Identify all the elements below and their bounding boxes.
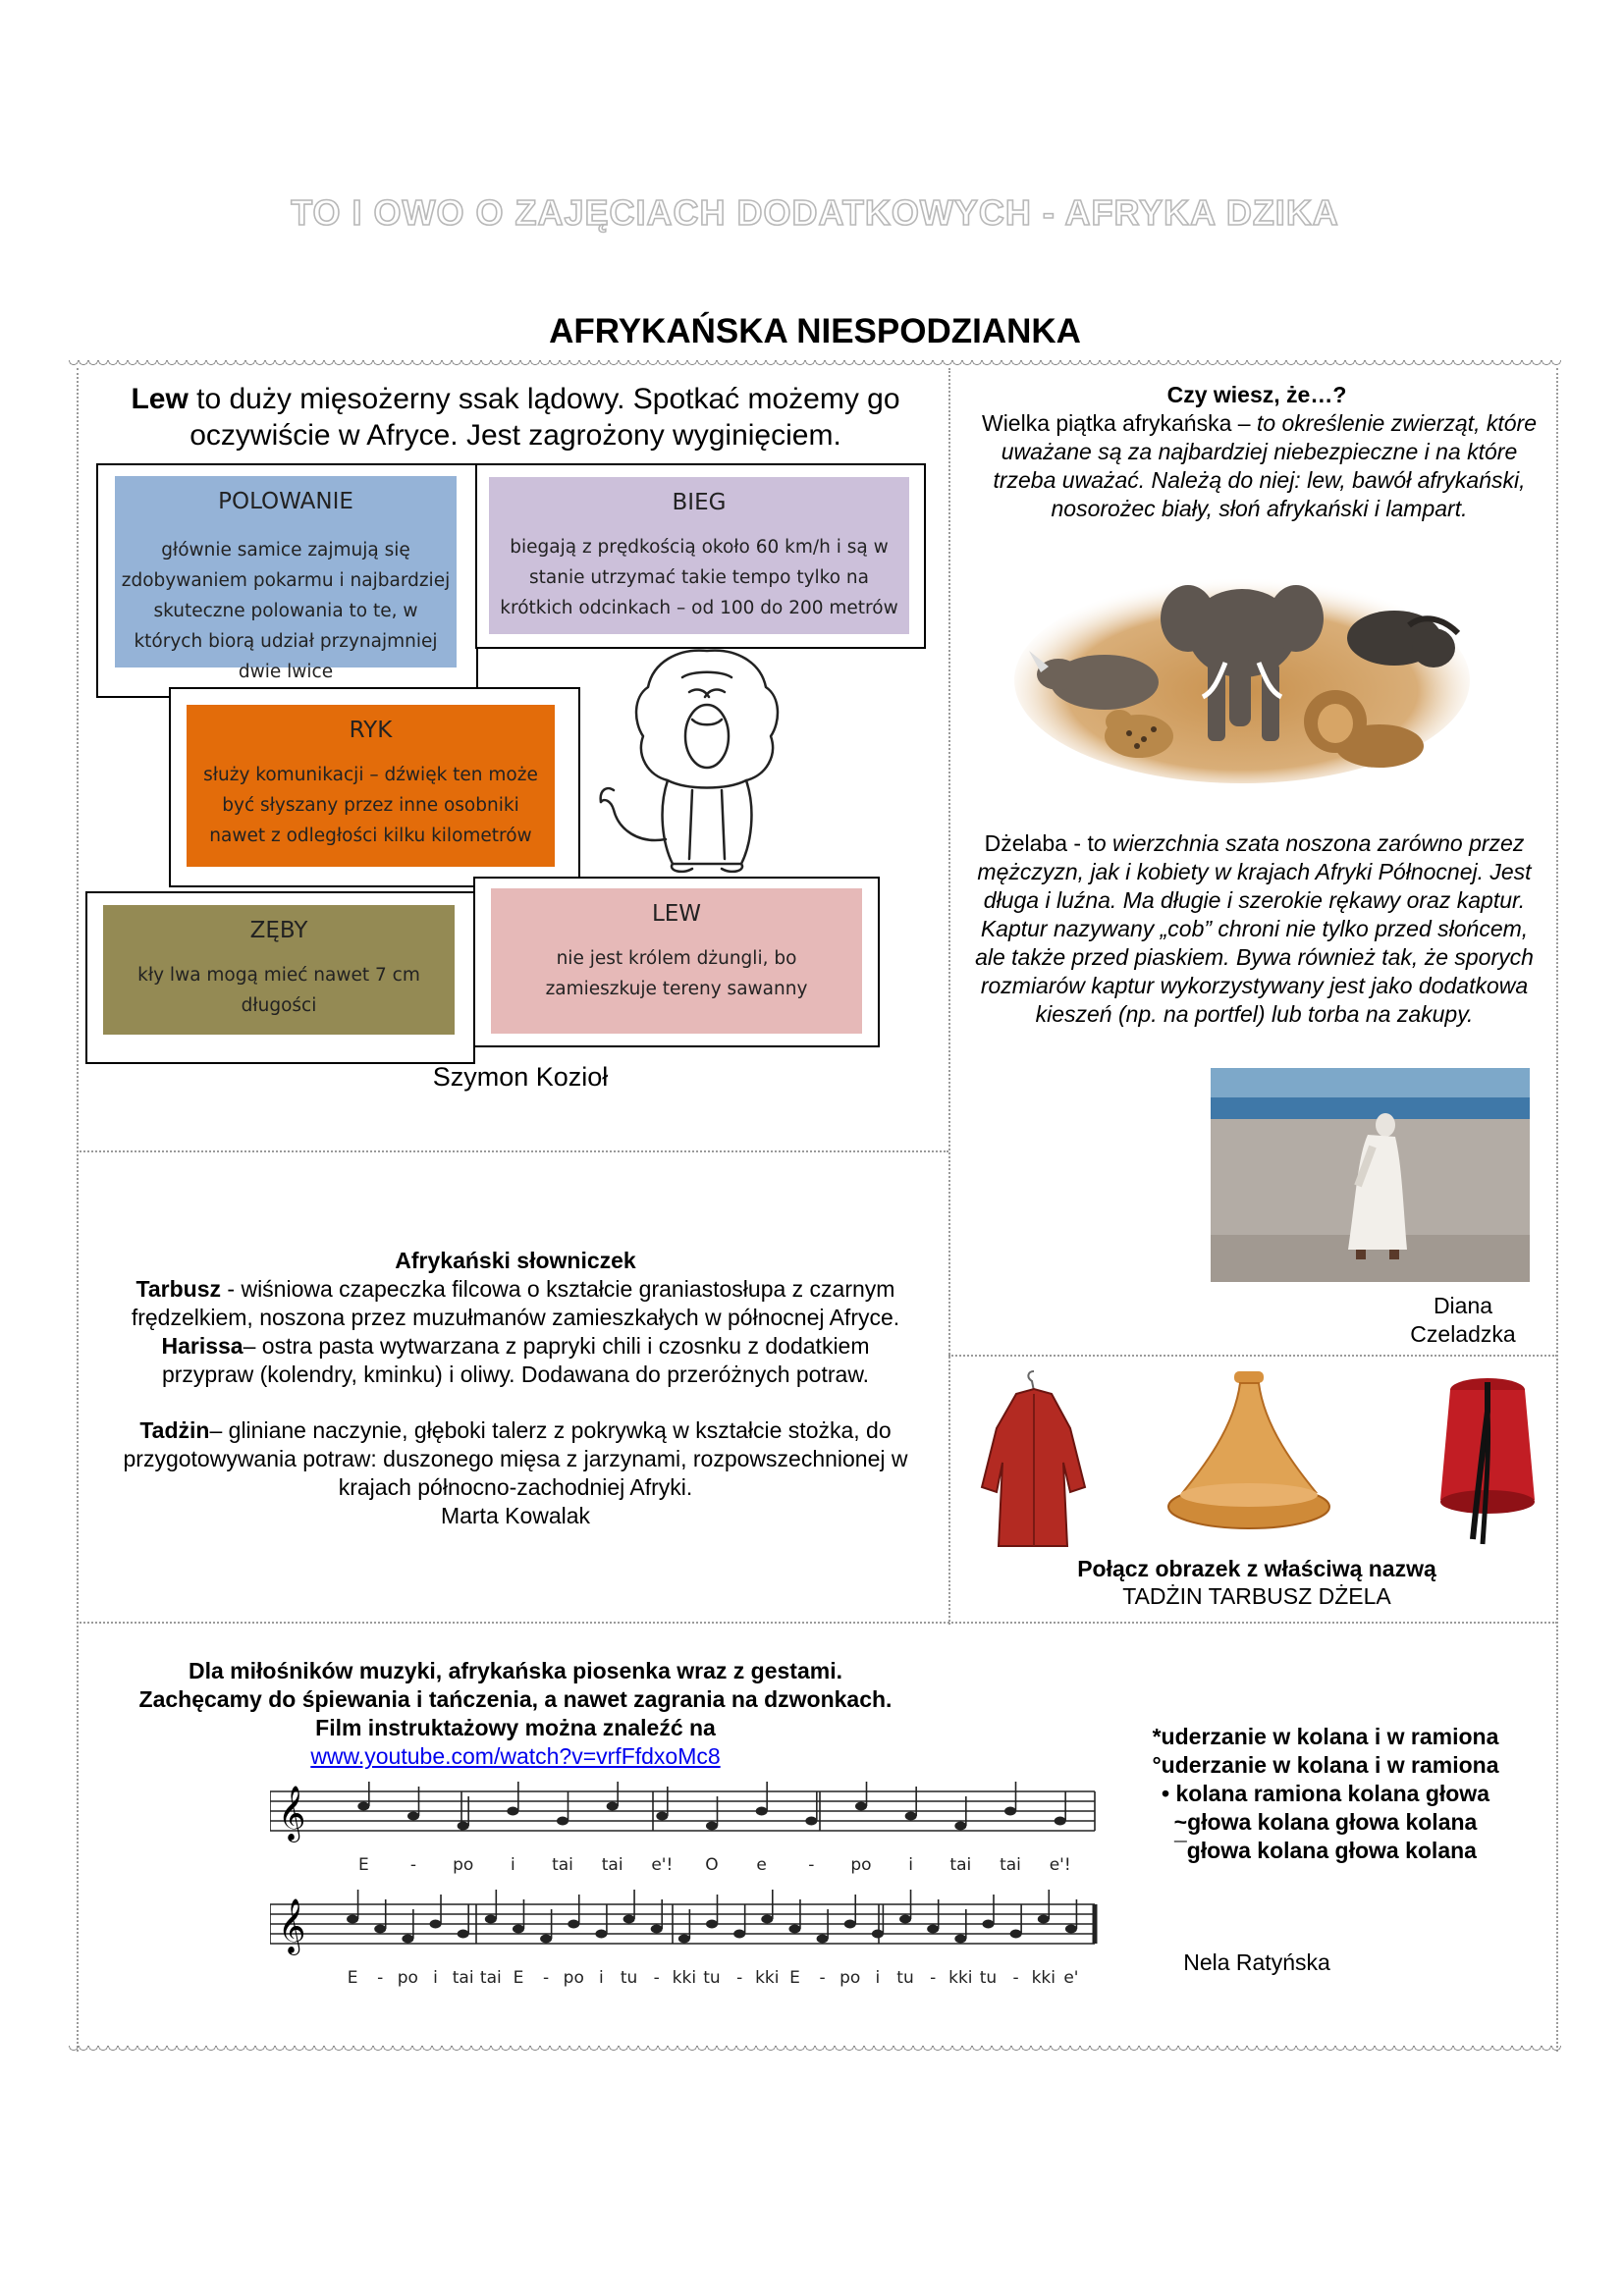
running-title: BIEG (672, 490, 727, 515)
note-head (678, 1935, 690, 1944)
did-you-know-body: to określenie zwierząt, które uważane są za najbardziej niebezpieczne i na które trzeba uważać. Należą do niej: lew, bawół afrykański, nosorożec biały, słoń afrykański i lampart. (993, 410, 1538, 521)
lyric-syllable: tai (552, 1855, 573, 1875)
note-head (557, 1817, 568, 1826)
roar-card (187, 705, 555, 867)
note-head (1065, 1925, 1077, 1934)
lyric-syllable: i (875, 1968, 881, 1988)
lyric-syllable: tai (601, 1855, 623, 1875)
lyric-syllable: tai (452, 1968, 474, 1988)
djellaba-intro: Dżelaba - t (984, 830, 1094, 856)
term-harissa: Harissa (161, 1333, 244, 1359)
note-head (402, 1935, 413, 1944)
lyric-syllable: - (377, 1968, 384, 1988)
lyric-syllable: O (705, 1855, 719, 1875)
page-title: AFRYKAŃSKA NIESPODZIANKA (549, 312, 1081, 350)
lyric-syllable: kki (755, 1968, 780, 1988)
left-border (77, 368, 79, 2052)
lyric-syllable: - (543, 1968, 550, 1988)
lyric-syllable: E (513, 1968, 524, 1988)
lyric-syllable: E (347, 1968, 358, 1988)
treble-clef: 𝄞 (278, 1898, 306, 1953)
lion-fact-title: LEW (651, 901, 702, 927)
lion-fact-card (491, 888, 862, 1034)
teeth-text: kły lwa mogą mieć nawet 7 cm długości (137, 965, 420, 1016)
hunting-card (115, 476, 457, 682)
gesture-line-2: °uderzanie w kolana i w ramiona (1152, 1752, 1499, 1778)
note-head (568, 1920, 579, 1929)
lyric-syllable: tai (479, 1968, 502, 1988)
gesture-line-4: ~głowa kolana głowa kolana (1173, 1809, 1478, 1835)
djellaba-author-last: Czeladzka (1410, 1321, 1516, 1347)
note-head (905, 1812, 917, 1821)
lyric-syllable: - (808, 1855, 815, 1875)
note-head (374, 1925, 386, 1934)
definition-tadzin: – gliniane naczynie, głęboki talerz z pokrywką w kształcie stożka, do przygotowywania potraw: duszonego mięsa z jarzynami, rozpowszechnionej w krajach północno-zachodniej Afryki. (123, 1417, 908, 1500)
note-head (458, 1930, 469, 1939)
divider-left-1 (77, 1150, 948, 1152)
did-you-know-title: Czy wiesz, że…? (1166, 382, 1347, 407)
note-head (927, 1925, 939, 1934)
lyric-syllable: e (756, 1855, 767, 1875)
note-head (1010, 1930, 1022, 1939)
tagine-picture (1164, 1369, 1335, 1541)
note-head (607, 1802, 619, 1811)
dictionary-author: Marta Kowalak (440, 1503, 591, 1528)
divider-full (77, 1622, 1557, 1624)
lyric-syllable: tu (979, 1968, 998, 1988)
note-head (651, 1925, 663, 1934)
hunting-text: głównie samice zajmują się zdobywaniem pokarmu i najbardziej skuteczne polowania to te, w których biorą udział przynajmniej dwie lwice (121, 540, 451, 682)
note-head (733, 1930, 745, 1939)
note-head (872, 1930, 884, 1939)
did-you-know-text (967, 409, 1551, 523)
lyric-syllable: tu (896, 1968, 914, 1988)
lyric-syllable: kki (1031, 1968, 1056, 1988)
column-divider (948, 368, 950, 1625)
note-head (756, 1807, 768, 1816)
lyric-syllable: i (599, 1968, 604, 1988)
dictionary-entry-tadzin (88, 1416, 943, 1502)
lyric-syllable: - (409, 1855, 417, 1875)
running-text: biegają z prędkością około 60 km/h i są w stanie utrzymać takie tempo tylko na krótkich odcinkach – od 100 do 200 metrów (500, 537, 898, 618)
note-head (954, 1822, 966, 1831)
note-head (817, 1935, 829, 1944)
lion-intro-bold: Lew (131, 383, 189, 415)
dictionary-entry-tarbusz (88, 1275, 943, 1332)
gesture-line-5: ¯głowa kolana głowa kolana (1174, 1838, 1477, 1863)
note-head (1038, 1915, 1050, 1924)
running-card (489, 477, 909, 634)
note-head (540, 1935, 552, 1944)
hunting-title: POLOWANIE (218, 489, 353, 514)
note-head (656, 1812, 668, 1821)
right-border (1556, 368, 1558, 2052)
tarboosh-fez-picture (1429, 1372, 1546, 1554)
note-head (407, 1812, 419, 1821)
note-head (788, 1925, 800, 1934)
lyric-syllable: e'! (1049, 1855, 1071, 1875)
note-head (507, 1807, 518, 1816)
note-head (982, 1920, 994, 1929)
note-head (761, 1915, 773, 1924)
music-line-1: Dla miłośników muzyki, afrykańska piosenka wraz z gestami. (189, 1658, 842, 1683)
lyric-syllable: po (839, 1968, 861, 1988)
lyric-syllable: i (908, 1855, 914, 1875)
music-author: Nela Ratyńska (1183, 1949, 1330, 1975)
top-wavy-border (69, 360, 1561, 370)
note-head (706, 1920, 718, 1929)
note-head (595, 1930, 607, 1939)
lyric-syllable: po (850, 1855, 872, 1875)
outline-header-title: TO I OWO O ZAJĘCIACH DODATKOWYCH - AFRYKA DZIKA (291, 192, 1339, 233)
lyric-syllable: - (653, 1968, 660, 1988)
lyric-syllable: i (433, 1968, 438, 1988)
did-you-know-intro: Wielka piątka afrykańska – (981, 410, 1257, 436)
lion-intro-text: to duży mięsożerny ssak lądowy. Spotkać możemy go oczywiście w Afryce. Jest zagrożony wyginięciem. (188, 383, 900, 452)
note-head (899, 1915, 911, 1924)
term-tadzin: Tadżin (139, 1417, 210, 1443)
note-head (623, 1915, 635, 1924)
teeth-title: ZĘBY (249, 918, 308, 943)
lyric-syllable: i (510, 1855, 515, 1875)
divider-right-1 (948, 1355, 1557, 1357)
match-title: Połącz obrazek z właściwą nazwą (1077, 1556, 1436, 1581)
definition-tarbusz: - wiśniowa czapeczka filcowa o kształcie graniastosłupa z czarnym frędzelkiem, noszona przez muzułmanów zamieszkałych w północnej Afryce. (131, 1276, 900, 1330)
note-head (954, 1935, 966, 1944)
note-head (855, 1802, 867, 1811)
match-options: TADŻIN TARBUSZ DŻELA (1122, 1583, 1391, 1609)
lyric-syllable: po (397, 1968, 418, 1988)
note-head (1004, 1807, 1016, 1816)
lion-drawing (599, 643, 820, 879)
lyric-syllable: tu (703, 1968, 721, 1988)
lion-author: Szymon Kozioł (432, 1062, 609, 1092)
gesture-line-1: *uderzanie w kolana i w ramiona (1152, 1724, 1499, 1749)
lyric-syllable: kki (672, 1968, 697, 1988)
note-head (458, 1822, 469, 1831)
djellaba-text (972, 829, 1537, 1029)
big-five-animals-image (1011, 564, 1473, 785)
note-head (430, 1920, 442, 1929)
lyric-syllable: e'! (651, 1855, 674, 1875)
lyric-syllable: E (357, 1855, 369, 1875)
note-head (357, 1802, 369, 1811)
term-tarbusz: Tarbusz (135, 1276, 222, 1302)
sheet-music-score (270, 1782, 1105, 2007)
lion-fact-text: nie jest królem dżungli, bo zamieszkuje tereny sawanny (545, 948, 808, 999)
lyric-syllable: tai (1000, 1855, 1021, 1875)
roar-title: RYK (349, 718, 393, 743)
lyric-syllable: - (1012, 1968, 1019, 1988)
gesture-line-3: • kolana ramiona kolana głowa (1162, 1781, 1489, 1806)
music-line-2: Zachęcamy do śpiewania i tańczenia, a nawet zagrania na dzwonkach. (138, 1686, 893, 1712)
definition-harissa: – ostra pasta wytwarzana z papryki chili i czosnku z dodatkiem przypraw (kolendry, kminku) i oliwy. Dodawana do przeróżnych potraw. (161, 1333, 870, 1387)
djellaba-body: o wierzchnia szata noszona zarówno przez mężczyzn, jak i kobiety w krajach Afryki Północnej. Jest długa i luźna. Ma długie i szerokie rękawy oraz kaptur. Kaptur nazywany „cob” chroni nie tylko przed słońcem, ale także przed piaskiem. Bywa również tak, że sporych rozmiarów kaptur wykorzystywany jest jako dodatkowa kieszeń (np. na portfel) lub torba na zakupy. (975, 830, 1534, 1027)
man-in-djellaba-photo (1211, 1068, 1530, 1282)
note-head (805, 1817, 817, 1826)
roar-text: służy komunikacji – dźwięk ten może być słyszany przez inne osobniki nawet z odległości kilku kilometrów (203, 765, 538, 846)
lyric-syllable: - (819, 1968, 826, 1988)
lyric-syllable: - (736, 1968, 743, 1988)
youtube-link[interactable]: www.youtube.com/watch?v=vrfFfdxoMc8 (310, 1743, 721, 1769)
lyric-syllable: po (563, 1968, 584, 1988)
lyric-syllable: po (453, 1855, 474, 1875)
lion-intro (98, 381, 933, 454)
lyric-syllable: tu (620, 1968, 638, 1988)
music-line-3: Film instruktażowy można znaleźć na (315, 1715, 716, 1740)
note-head (706, 1822, 718, 1831)
lyric-syllable: e' (1063, 1968, 1079, 1988)
gestures-list (1100, 1723, 1551, 1865)
djellaba-garment-picture (977, 1369, 1090, 1551)
dictionary-entry-harissa (118, 1332, 913, 1389)
note-head (347, 1915, 358, 1924)
teeth-card (103, 905, 455, 1035)
djellaba-author-first: Diana (1433, 1293, 1493, 1318)
note-head (1055, 1817, 1066, 1826)
note-head (513, 1925, 524, 1934)
dictionary-title: Afrykański słowniczek (395, 1248, 636, 1273)
lyric-syllable: E (789, 1968, 800, 1988)
lyric-syllable: kki (948, 1968, 973, 1988)
note-head (844, 1920, 856, 1929)
note-head (485, 1915, 497, 1924)
bottom-wavy-border (69, 2046, 1561, 2056)
lyric-syllable: tai (949, 1855, 972, 1875)
lyric-syllable: - (930, 1968, 937, 1988)
treble-clef: 𝄞 (278, 1786, 306, 1841)
